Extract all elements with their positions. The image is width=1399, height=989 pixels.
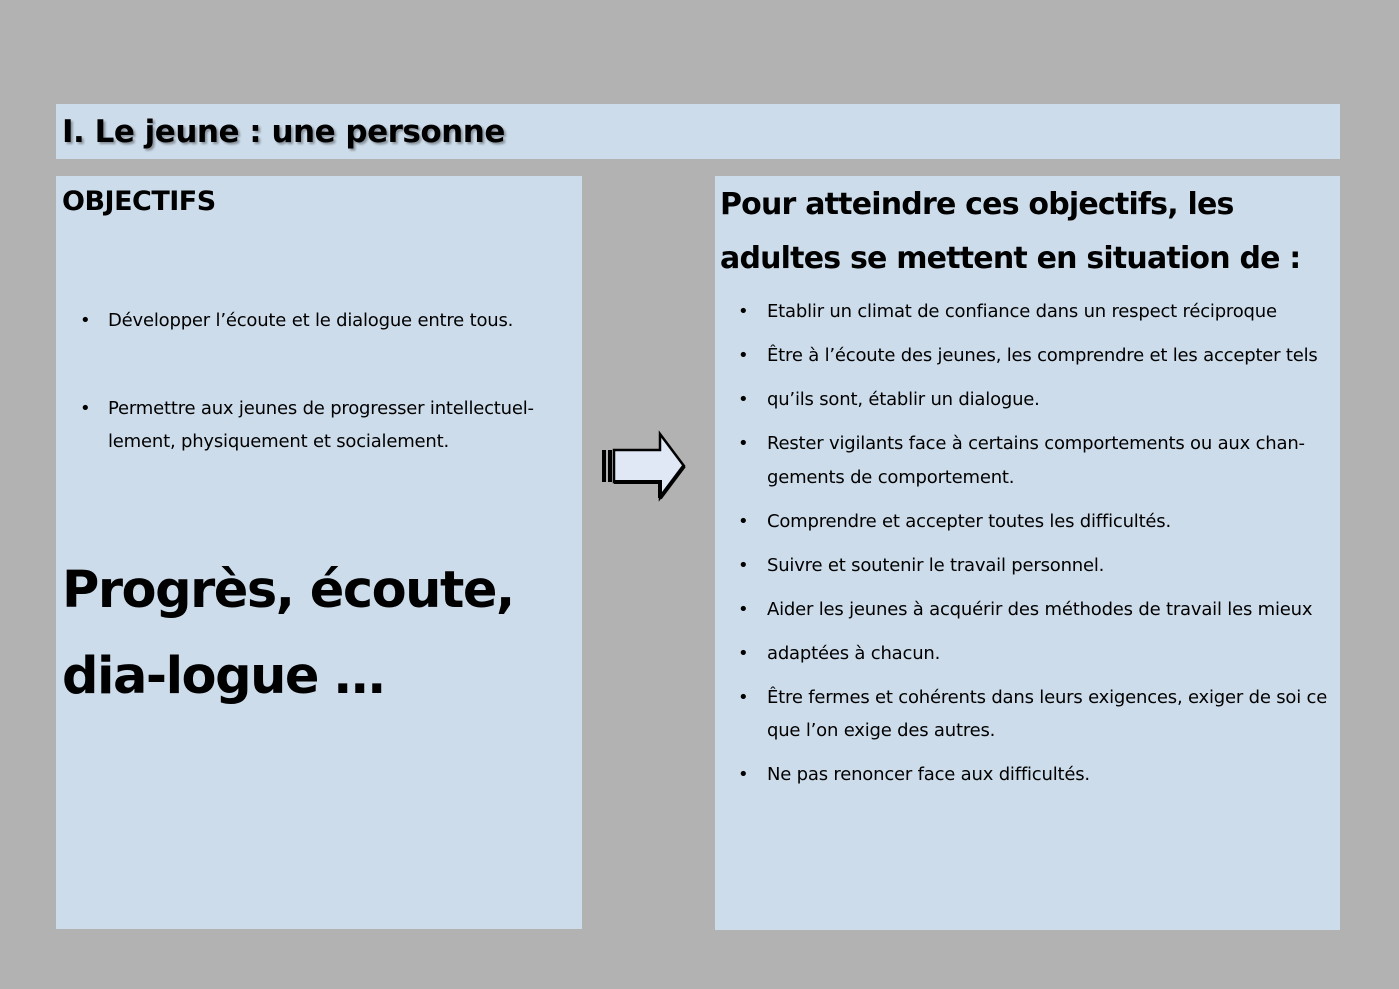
- list-item: • Ne pas renoncer face aux difficultés.: [767, 758, 1335, 792]
- right-arrow-icon: [600, 430, 688, 504]
- adult-actions-panel: [715, 176, 1340, 930]
- list-item: • Comprendre et accepter toutes les difficultés.: [767, 505, 1335, 539]
- adult-actions-list: [767, 295, 1335, 802]
- objectives-panel: [56, 176, 582, 929]
- list-item: • qu’ils sont, établir un dialogue.: [767, 383, 1335, 417]
- list-item: • Etablir un climat de confiance dans un respect réciproque: [767, 295, 1335, 329]
- title-bar: [56, 104, 1340, 159]
- list-item: • Développer l’écoute et le dialogue entre tous.: [108, 304, 578, 337]
- page-title: I. Le jeune : une personne: [62, 114, 505, 150]
- list-item: • adaptées à chacun.: [767, 637, 1335, 671]
- adult-actions-heading: Pour atteindre ces objectifs, les adultes se mettent en situation de :: [720, 187, 1301, 276]
- list-item: • Permettre aux jeunes de progresser intellectuel-lement, physiquement et socialement.: [108, 392, 578, 458]
- objectives-heading: OBJECTIFS: [62, 186, 216, 217]
- summary-text: Progrès, écoute, dia-logue …: [62, 561, 514, 706]
- list-item: • Aider les jeunes à acquérir des méthodes de travail les mieux: [767, 593, 1335, 627]
- list-item: • Être à l’écoute des jeunes, les comprendre et les accepter tels: [767, 339, 1335, 373]
- objectives-list: [108, 304, 578, 458]
- list-item: • Être fermes et cohérents dans leurs exigences, exiger de soi ce que l’on exige des autres.: [767, 681, 1335, 748]
- list-item: • Suivre et soutenir le travail personnel.: [767, 549, 1335, 583]
- list-item: • Rester vigilants face à certains comportements ou aux chan-gements de comportement.: [767, 427, 1335, 494]
